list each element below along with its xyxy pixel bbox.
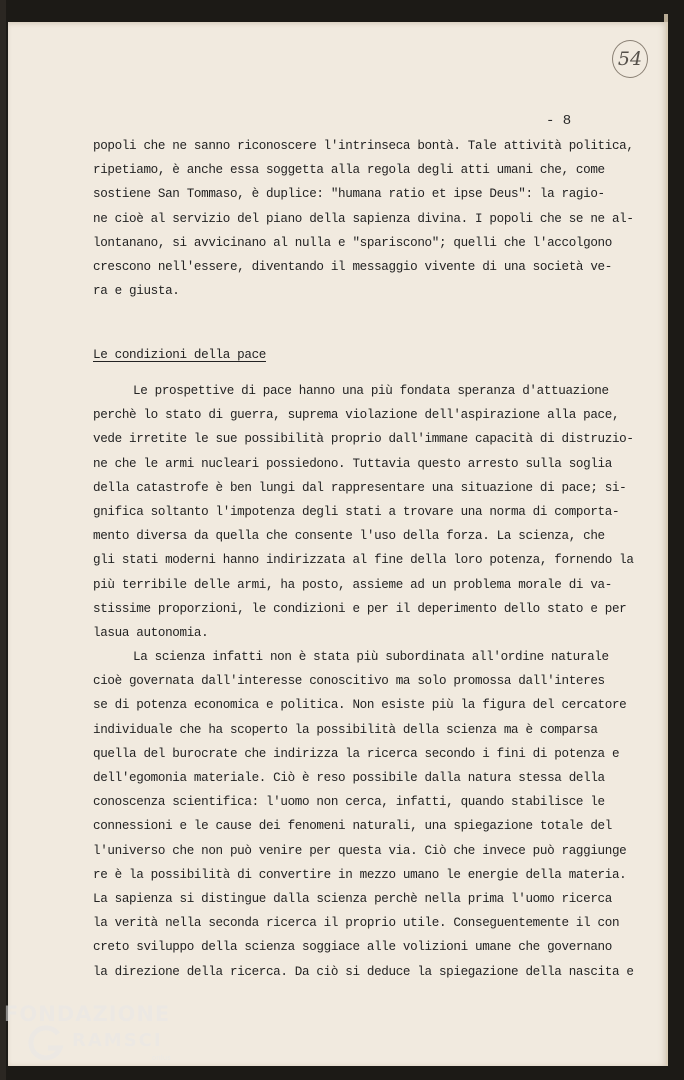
watermark-g-logo-icon [26, 1024, 66, 1064]
text-line: perchè lo stato di guerra, suprema violazione dell'aspirazione alla pace, [93, 408, 620, 423]
text-line: connessioni e le cause dei fenomeni naturali, una spiegazione totale del [93, 819, 612, 834]
text-line: re è la possibilità di convertire in mezzo umano le energie della materia. [93, 867, 627, 882]
page-number: - 8 [546, 113, 572, 129]
text-line: La sapienza si distingue dalla scienza perchè nella prima l'uomo ricerca [93, 891, 612, 906]
watermark-line-2: RAMSCI [72, 1030, 163, 1051]
text-line: ne che le armi nucleari possiedono. Tuttavia questo arresto sulla soglia [93, 456, 612, 471]
fondazione-gramsci-watermark [4, 1002, 174, 1076]
text-line: più terribile delle armi, ha posto, assieme ad un problema morale di va- [93, 577, 612, 592]
text-line: creto sviluppo della scienza soggiace alle volizioni umane che governano [93, 940, 612, 955]
text-line: popoli che ne sanno riconoscere l'intrinseca bontà. Tale attività politica, [93, 139, 634, 153]
text-line: la direzione della ricerca. Da ciò si deduce la spiegazione della nascita e [93, 964, 634, 979]
text-line: l'universo che non può venire per questa via. Ciò che invece può raggiunge [93, 843, 627, 858]
text-line: lontanano, si avvicinano al nulla e "spariscono"; quelli che l'accolgono [93, 235, 612, 250]
text-line: lasua autonomia. [93, 625, 209, 640]
text-line: se di potenza economica e politica. Non esiste più la figura del cercatore [93, 698, 627, 713]
text-line: della catastrofe è ben lungi dal rappresentare una situazione di pace; si- [93, 480, 627, 495]
text-line: gli stati moderni hanno indirizzata al fine della loro potenza, fornendo la [93, 553, 634, 568]
text-line: individuale che ha scoperto la possibilità della scienza ma è comparsa [93, 722, 598, 737]
text-line: ra e giusta. [93, 284, 180, 299]
text-line: quella del burocrate che indirizza la ricerca secondo i fini di potenza e [93, 746, 620, 761]
text-line: Le prospettive di pace hanno una più fondata speranza d'attuazione [133, 384, 609, 398]
text-line: mento diversa da quella che consente l'uso della forza. La scienza, che [93, 529, 605, 544]
watermark-line-1: FONDAZIONE [4, 1002, 171, 1026]
text-line: conoscenza scientifica: l'uomo non cerca, infatti, quando stabilisce le [93, 795, 605, 810]
text-line: la verità nella seconda ricerca il proprio utile. Conseguentemente il con [93, 916, 620, 931]
text-line: gnifica soltanto l'impotenza degli stati a trovare una norma di comporta- [93, 504, 620, 519]
paragraph-1 [93, 134, 634, 303]
text-line: ripetiamo, è anche essa soggetta alla regola degli atti umani che, come [93, 163, 605, 178]
text-line: ne cioè al servizio del piano della sapienza divina. I popoli che se ne al- [93, 211, 634, 226]
text-line: sostiene San Tommaso, è duplice: "humana ratio et ipse Deus": la ragio- [93, 187, 605, 202]
text-line: dell'egomonia materiale. Ciò è reso possibile dalla natura stessa della [93, 771, 605, 785]
text-line: stissime proporzioni, le condizioni e per il deperimento dello stato e per [93, 601, 627, 616]
folio-mark-handwritten: 54 [612, 40, 648, 78]
paragraph-2-and-3 [93, 379, 634, 984]
text-line: vede irretite le sue possibilità proprio dall'immane capacità di distruzio- [93, 432, 634, 447]
watermark-suffix: onlus [152, 1054, 171, 1062]
section-heading: Le condizioni della pace [93, 348, 266, 362]
text-line: cioè governata dall'interesse conoscitivo ma solo promossa dall'interes [93, 674, 605, 689]
text-line: crescono nell'essere, diventando il messaggio vivente di una società ve- [93, 259, 612, 274]
text-line: La scienza infatti non è stata più subordinata all'ordine naturale [133, 650, 609, 665]
